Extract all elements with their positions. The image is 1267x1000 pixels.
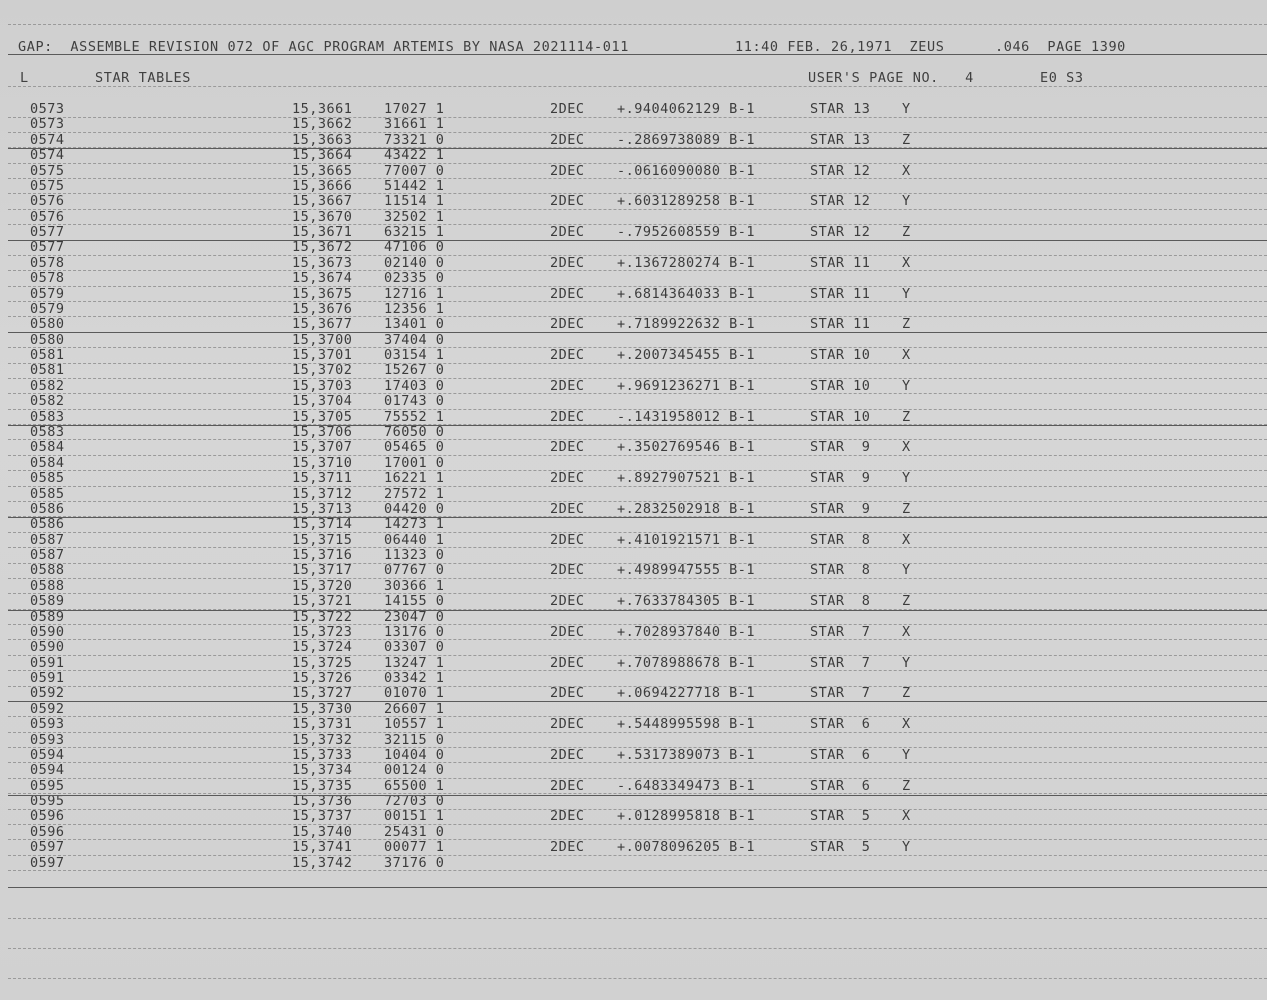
cell-op: 2DEC: [550, 531, 585, 548]
cell-op: 2DEC: [550, 470, 585, 487]
cell-oct: 05465 0: [384, 439, 445, 456]
cell-star: STAR 10: [810, 377, 871, 394]
row-rule: [8, 455, 1267, 456]
cell-addr: 15,3716: [292, 547, 353, 564]
cell-loc: 0577: [30, 239, 65, 256]
cell-star: STAR 11: [810, 285, 871, 302]
cell-addr: 15,3710: [292, 454, 353, 471]
cell-addr: 15,3742: [292, 854, 353, 871]
cell-op: 2DEC: [550, 746, 585, 763]
row-rule: [8, 270, 1267, 271]
cell-oct: 02335 0: [384, 270, 445, 287]
cell-star: STAR 7: [810, 654, 871, 671]
cell-addr: 15,3705: [292, 408, 353, 425]
row-rule: [8, 486, 1267, 487]
cell-addr: 15,3667: [292, 193, 353, 210]
cell-oct: 37404 0: [384, 331, 445, 348]
cell-op: 2DEC: [550, 839, 585, 856]
cell-op: 2DEC: [550, 224, 585, 241]
cell-addr: 15,3725: [292, 654, 353, 671]
cell-op: 2DEC: [550, 716, 585, 733]
cell-oct: 16221 1: [384, 470, 445, 487]
cell-addr: 15,3677: [292, 316, 353, 333]
cell-oct: 04420 0: [384, 500, 445, 517]
cell-oct: 02140 0: [384, 254, 445, 271]
cell-loc: 0596: [30, 823, 65, 840]
cell-oct: 17027 1: [384, 101, 445, 117]
cell-axis: Z: [902, 224, 911, 241]
cell-val: +.7633784305 B-1: [617, 593, 756, 610]
cell-oct: 77007 0: [384, 162, 445, 179]
row-rule: [8, 762, 1267, 763]
cell-axis: Z: [902, 685, 911, 702]
cell-axis: X: [902, 162, 911, 179]
cell-val: +.4101921571 B-1: [617, 531, 756, 548]
cell-oct: 65500 1: [384, 777, 445, 794]
cell-addr: 15,3721: [292, 593, 353, 610]
cell-val: -.6483349473 B-1: [617, 777, 756, 794]
cell-loc: 0578: [30, 270, 65, 287]
cell-star: STAR 9: [810, 500, 871, 517]
cell-loc: 0576: [30, 193, 65, 210]
cell-val: +.9691236271 B-1: [617, 377, 756, 394]
cell-addr: 15,3734: [292, 762, 353, 779]
cell-star: STAR 6: [810, 746, 871, 763]
cell-star: STAR 10: [810, 408, 871, 425]
cell-star: STAR 5: [810, 808, 871, 825]
cell-addr: 15,3724: [292, 639, 353, 656]
cell-loc: 0592: [30, 700, 65, 717]
cell-val: +.7028937840 B-1: [617, 623, 756, 640]
row-rule: [8, 363, 1267, 364]
cell-addr: 15,3715: [292, 531, 353, 548]
cell-axis: X: [902, 623, 911, 640]
cell-star: STAR 9: [810, 470, 871, 487]
group-rule: [8, 795, 1267, 796]
cell-addr: 15,3675: [292, 285, 353, 302]
cell-op: 2DEC: [550, 347, 585, 364]
row-rule: [8, 178, 1267, 179]
cell-oct: 12356 1: [384, 300, 445, 317]
cell-loc: 0579: [30, 300, 65, 317]
cell-star: STAR 12: [810, 224, 871, 241]
cell-addr: 15,3726: [292, 670, 353, 687]
cell-op: 2DEC: [550, 408, 585, 425]
cell-axis: Z: [902, 593, 911, 610]
cell-op: 2DEC: [550, 562, 585, 579]
cell-loc: 0588: [30, 577, 65, 594]
cell-oct: 06440 1: [384, 531, 445, 548]
cell-op: 2DEC: [550, 316, 585, 333]
cell-addr: 15,3664: [292, 147, 353, 164]
cell-val: +.1367280274 B-1: [617, 254, 756, 271]
row-rule: [8, 117, 1267, 118]
cell-oct: 63215 1: [384, 224, 445, 241]
cell-loc: 0595: [30, 793, 65, 810]
cell-oct: 32502 1: [384, 208, 445, 225]
row-rule: [8, 301, 1267, 302]
cell-val: -.7952608559 B-1: [617, 224, 756, 241]
cell-loc: 0594: [30, 746, 65, 763]
cell-loc: 0575: [30, 177, 65, 194]
cell-addr: 15,3723: [292, 623, 353, 640]
cell-val: +.0694227718 B-1: [617, 685, 756, 702]
cell-addr: 15,3672: [292, 239, 353, 256]
header-code: E0 S3: [1040, 70, 1084, 86]
cell-oct: 73321 0: [384, 131, 445, 148]
cell-addr: 15,3713: [292, 500, 353, 517]
page-rule: [8, 86, 1267, 87]
cell-star: STAR 7: [810, 685, 871, 702]
cell-oct: 15267 0: [384, 362, 445, 379]
users-page-number: USER'S PAGE NO. 4: [808, 70, 974, 86]
cell-loc: 0592: [30, 685, 65, 702]
cell-addr: 15,3711: [292, 470, 353, 487]
cell-loc: 0591: [30, 670, 65, 687]
cell-loc: 0597: [30, 854, 65, 871]
cell-axis: X: [902, 347, 911, 364]
cell-oct: 72703 0: [384, 793, 445, 810]
cell-axis: Y: [902, 654, 911, 671]
cell-oct: 23047 0: [384, 608, 445, 625]
cell-axis: Y: [902, 746, 911, 763]
cell-oct: 37176 0: [384, 854, 445, 871]
cell-oct: 30366 1: [384, 577, 445, 594]
cell-val: -.2869738089 B-1: [617, 131, 756, 148]
cell-val: -.0616090080 B-1: [617, 162, 756, 179]
cell-oct: 17001 0: [384, 454, 445, 471]
cell-addr: 15,3665: [292, 162, 353, 179]
cell-op: 2DEC: [550, 808, 585, 825]
cell-loc: 0579: [30, 285, 65, 302]
cell-axis: X: [902, 531, 911, 548]
cell-loc: 0596: [30, 808, 65, 825]
cell-op: 2DEC: [550, 685, 585, 702]
header-rule: [8, 54, 1267, 55]
cell-loc: 0589: [30, 608, 65, 625]
cell-axis: X: [902, 716, 911, 733]
cell-op: 2DEC: [550, 285, 585, 302]
cell-axis: Z: [902, 500, 911, 517]
cell-addr: 15,3706: [292, 423, 353, 440]
cell-loc: 0591: [30, 654, 65, 671]
cell-axis: X: [902, 808, 911, 825]
row-rule: [8, 824, 1267, 825]
cell-op: 2DEC: [550, 500, 585, 517]
cell-val: +.0078096205 B-1: [617, 839, 756, 856]
cell-addr: 15,3740: [292, 823, 353, 840]
cell-loc: 0574: [30, 147, 65, 164]
cell-loc: 0586: [30, 516, 65, 533]
cell-val: +.3502769546 B-1: [617, 439, 756, 456]
cell-val: +.8927907521 B-1: [617, 470, 756, 487]
listing-end-rule: [8, 887, 1267, 888]
cell-addr: 15,3727: [292, 685, 353, 702]
cell-addr: 15,3731: [292, 716, 353, 733]
cell-loc: 0573: [30, 101, 65, 117]
cell-addr: 15,3712: [292, 485, 353, 502]
cell-addr: 15,3673: [292, 254, 353, 271]
cell-loc: 0588: [30, 562, 65, 579]
cell-addr: 15,3661: [292, 101, 353, 117]
cell-addr: 15,3733: [292, 746, 353, 763]
cell-star: STAR 12: [810, 193, 871, 210]
cell-oct: 00151 1: [384, 808, 445, 825]
header-column-l: L: [20, 70, 29, 86]
row-rule: [8, 209, 1267, 210]
cell-axis: Y: [902, 562, 911, 579]
cell-loc: 0587: [30, 547, 65, 564]
cell-op: 2DEC: [550, 193, 585, 210]
cell-oct: 17403 0: [384, 377, 445, 394]
cell-loc: 0585: [30, 485, 65, 502]
cell-addr: 15,3737: [292, 808, 353, 825]
cell-oct: 47106 0: [384, 239, 445, 256]
cell-star: STAR 5: [810, 839, 871, 856]
cell-loc: 0583: [30, 423, 65, 440]
cell-addr: 15,3666: [292, 177, 353, 194]
cell-oct: 13247 1: [384, 654, 445, 671]
cell-star: STAR 9: [810, 439, 871, 456]
cell-addr: 15,3717: [292, 562, 353, 579]
cell-loc: 0581: [30, 362, 65, 379]
cell-val: +.2832502918 B-1: [617, 500, 756, 517]
cell-op: 2DEC: [550, 593, 585, 610]
cell-loc: 0584: [30, 439, 65, 456]
cell-oct: 14155 0: [384, 593, 445, 610]
cell-oct: 51442 1: [384, 177, 445, 194]
cell-oct: 75552 1: [384, 408, 445, 425]
cell-oct: 32115 0: [384, 731, 445, 748]
cell-axis: X: [902, 439, 911, 456]
cell-loc: 0580: [30, 331, 65, 348]
cell-oct: 27572 1: [384, 485, 445, 502]
row-rule: [8, 870, 1267, 871]
cell-addr: 15,3736: [292, 793, 353, 810]
cell-loc: 0590: [30, 639, 65, 656]
cell-star: STAR 6: [810, 716, 871, 733]
cell-loc: 0581: [30, 347, 65, 364]
cell-star: STAR 7: [810, 623, 871, 640]
cell-oct: 13401 0: [384, 316, 445, 333]
cell-val: +.5317389073 B-1: [617, 746, 756, 763]
cell-axis: Y: [902, 285, 911, 302]
group-rule: [8, 332, 1267, 333]
cell-axis: Y: [902, 377, 911, 394]
cell-addr: 15,3722: [292, 608, 353, 625]
cell-oct: 03342 1: [384, 670, 445, 687]
cell-loc: 0577: [30, 224, 65, 241]
row-rule: [8, 670, 1267, 671]
cell-axis: Y: [902, 839, 911, 856]
cell-addr: 15,3702: [292, 362, 353, 379]
cell-val: +.9404062129 B-1: [617, 101, 756, 117]
cell-loc: 0587: [30, 531, 65, 548]
cell-axis: Y: [902, 193, 911, 210]
page-rule: [8, 948, 1267, 949]
cell-addr: 15,3700: [292, 331, 353, 348]
cell-oct: 01070 1: [384, 685, 445, 702]
cell-addr: 15,3663: [292, 131, 353, 148]
cell-addr: 15,3735: [292, 777, 353, 794]
cell-val: +.6031289258 B-1: [617, 193, 756, 210]
cell-addr: 15,3714: [292, 516, 353, 533]
cell-addr: 15,3720: [292, 577, 353, 594]
cell-oct: 01743 0: [384, 393, 445, 410]
cell-val: +.4989947555 B-1: [617, 562, 756, 579]
cell-oct: 13176 0: [384, 623, 445, 640]
cell-op: 2DEC: [550, 377, 585, 394]
cell-loc: 0582: [30, 393, 65, 410]
row-rule: [8, 732, 1267, 733]
cell-oct: 03307 0: [384, 639, 445, 656]
cell-oct: 00124 0: [384, 762, 445, 779]
cell-loc: 0575: [30, 162, 65, 179]
cell-loc: 0583: [30, 408, 65, 425]
row-rule: [8, 578, 1267, 579]
header-page-number: .046 PAGE 1390: [995, 39, 1126, 55]
cell-op: 2DEC: [550, 162, 585, 179]
cell-loc: 0578: [30, 254, 65, 271]
page-rule: [8, 918, 1267, 919]
cell-star: STAR 8: [810, 531, 871, 548]
cell-oct: 31661 1: [384, 116, 445, 133]
cell-val: +.2007345455 B-1: [617, 347, 756, 364]
cell-oct: 14273 1: [384, 516, 445, 533]
cell-addr: 15,3670: [292, 208, 353, 225]
cell-addr: 15,3671: [292, 224, 353, 241]
cell-star: STAR 10: [810, 347, 871, 364]
cell-loc: 0589: [30, 593, 65, 610]
cell-loc: 0590: [30, 623, 65, 640]
group-rule: [8, 610, 1267, 611]
cell-star: STAR 11: [810, 254, 871, 271]
cell-loc: 0597: [30, 839, 65, 856]
cell-oct: 43422 1: [384, 147, 445, 164]
cell-addr: 15,3730: [292, 700, 353, 717]
cell-oct: 12716 1: [384, 285, 445, 302]
cell-axis: Z: [902, 316, 911, 333]
cell-val: +.7078988678 B-1: [617, 654, 756, 671]
cell-loc: 0580: [30, 316, 65, 333]
cell-op: 2DEC: [550, 131, 585, 148]
cell-star: STAR 13: [810, 101, 871, 117]
cell-addr: 15,3701: [292, 347, 353, 364]
group-rule: [8, 425, 1267, 426]
cell-loc: 0593: [30, 731, 65, 748]
cell-star: STAR 11: [810, 316, 871, 333]
cell-oct: 26607 1: [384, 700, 445, 717]
cell-axis: Z: [902, 131, 911, 148]
cell-val: -.1431958012 B-1: [617, 408, 756, 425]
cell-op: 2DEC: [550, 254, 585, 271]
cell-oct: 11514 1: [384, 193, 445, 210]
cell-op: 2DEC: [550, 439, 585, 456]
cell-loc: 0582: [30, 377, 65, 394]
cell-loc: 0585: [30, 470, 65, 487]
cell-addr: 15,3703: [292, 377, 353, 394]
header-timestamp: 11:40 FEB. 26,1971 ZEUS: [735, 39, 945, 55]
cell-oct: 76050 0: [384, 423, 445, 440]
cell-star: STAR 12: [810, 162, 871, 179]
cell-oct: 03154 1: [384, 347, 445, 364]
cell-addr: 15,3662: [292, 116, 353, 133]
cell-addr: 15,3732: [292, 731, 353, 748]
cell-addr: 15,3704: [292, 393, 353, 410]
cell-oct: 11323 0: [384, 547, 445, 564]
cell-op: 2DEC: [550, 654, 585, 671]
cell-oct: 00077 1: [384, 839, 445, 856]
cell-addr: 15,3707: [292, 439, 353, 456]
cell-op: 2DEC: [550, 777, 585, 794]
cell-op: 2DEC: [550, 623, 585, 640]
group-rule: [8, 517, 1267, 518]
cell-axis: Z: [902, 408, 911, 425]
group-rule: [8, 148, 1267, 149]
cell-oct: 25431 0: [384, 823, 445, 840]
cell-val: +.5448995598 B-1: [617, 716, 756, 733]
cell-oct: 07767 0: [384, 562, 445, 579]
row-rule: [8, 639, 1267, 640]
cell-star: STAR 6: [810, 777, 871, 794]
page-rule: [8, 978, 1267, 979]
row-rule: [8, 547, 1267, 548]
row-rule: [8, 393, 1267, 394]
cell-val: +.7189922632 B-1: [617, 316, 756, 333]
cell-loc: 0584: [30, 454, 65, 471]
cell-val: +.0128995818 B-1: [617, 808, 756, 825]
cell-star: STAR 8: [810, 562, 871, 579]
cell-oct: 10557 1: [384, 716, 445, 733]
page-rule: [8, 24, 1267, 25]
cell-loc: 0593: [30, 716, 65, 733]
cell-axis: Z: [902, 777, 911, 794]
cell-loc: 0595: [30, 777, 65, 794]
cell-axis: X: [902, 254, 911, 271]
group-rule: [8, 240, 1267, 241]
cell-val: +.6814364033 B-1: [617, 285, 756, 302]
cell-loc: 0594: [30, 762, 65, 779]
section-title: STAR TABLES: [95, 70, 192, 86]
cell-axis: Y: [902, 101, 911, 117]
cell-loc: 0586: [30, 500, 65, 517]
header-program-line: GAP: ASSEMBLE REVISION 072 OF AGC PROGRAM ARTEMIS BY NASA 2021114-011: [18, 39, 629, 55]
group-rule: [8, 701, 1267, 702]
cell-loc: 0574: [30, 131, 65, 148]
cell-axis: Y: [902, 470, 911, 487]
cell-op: 2DEC: [550, 101, 585, 117]
cell-loc: 0576: [30, 208, 65, 225]
cell-star: STAR 8: [810, 593, 871, 610]
row-rule: [8, 855, 1267, 856]
cell-addr: 15,3741: [292, 839, 353, 856]
cell-loc: 0573: [30, 116, 65, 133]
cell-star: STAR 13: [810, 131, 871, 148]
cell-addr: 15,3676: [292, 300, 353, 317]
cell-oct: 10404 0: [384, 746, 445, 763]
cell-addr: 15,3674: [292, 270, 353, 287]
